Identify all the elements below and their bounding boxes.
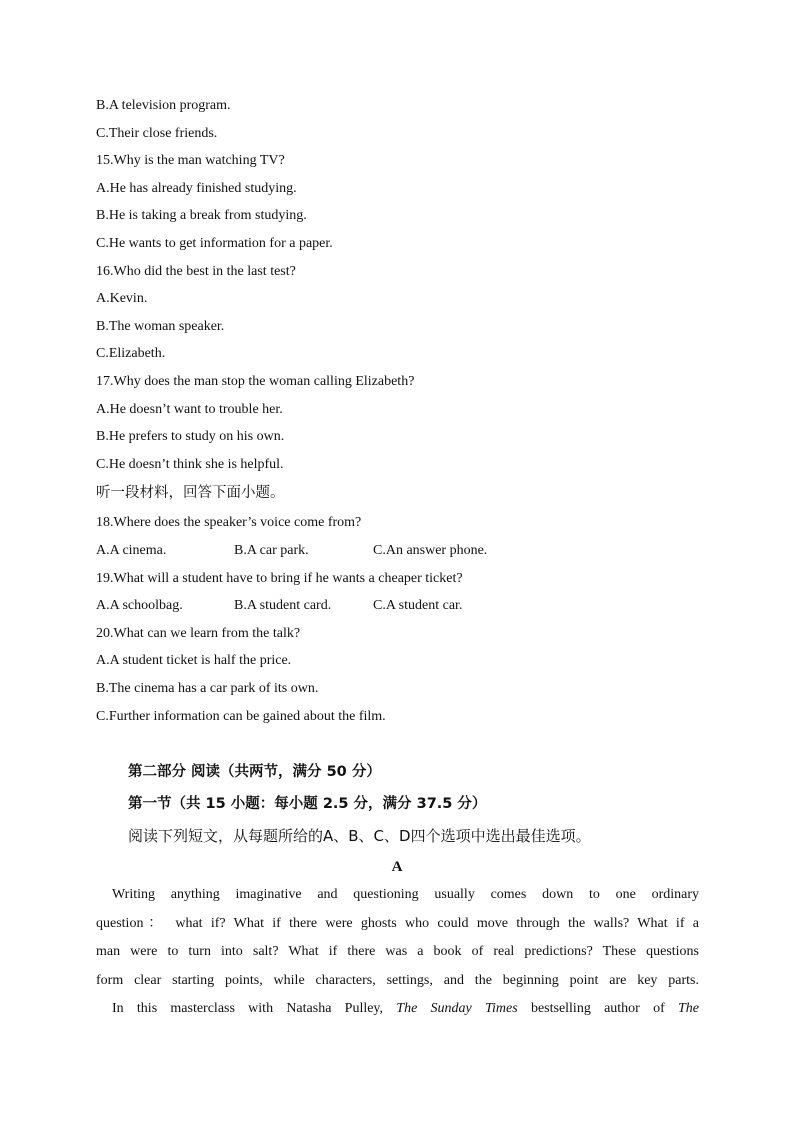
option-17b: B.He prefers to study on his own. — [96, 429, 285, 444]
option-18a: A.A cinema. — [96, 543, 167, 558]
option-16b: B.The woman speaker. — [96, 319, 225, 334]
option-18c: C.An answer phone. — [373, 543, 488, 558]
question-18: 18.Where does the speaker’s voice come from? — [96, 515, 362, 530]
option-19c: C.A student car. — [373, 598, 463, 613]
option-20b: B.The cinema has a car park of its own. — [96, 681, 319, 696]
option-20a: A.A student ticket is half the price. — [96, 653, 292, 668]
option-15a: A.He has already finished studying. — [96, 181, 297, 196]
question-17: 17.Why does the man stop the woman calling Elizabeth? — [96, 374, 415, 389]
listening-instruction: 听一段材料，回答下面小题。 — [96, 485, 285, 501]
book-title-start: The — [678, 1001, 700, 1016]
paragraph-2-text: bestselling author of — [517, 1001, 679, 1016]
question-15: 15.Why is the man watching TV? — [96, 153, 285, 168]
passage-paragraph-1 — [96, 881, 699, 996]
option-14b: B.A television program. — [96, 98, 231, 113]
option-19b: B.A student card. — [234, 598, 332, 613]
option-20c: C.Further information can be gained about the film. — [96, 709, 386, 724]
paragraph-1-line: Writing anything imaginative and questioning usually comes down to one ordinary — [112, 887, 699, 902]
part-heading: 第二部分 阅读（共两节，满分 50 分） — [128, 764, 381, 780]
option-15c: C.He wants to get information for a paper. — [96, 236, 333, 251]
option-16c: C.Elizabeth. — [96, 346, 166, 361]
paragraph-2-line — [96, 995, 699, 1024]
question-20: 20.What can we learn from the talk? — [96, 626, 301, 641]
option-19a: A.A schoolbag. — [96, 598, 183, 613]
passage-title: A — [391, 859, 403, 875]
paragraph-1-line: form clear starting points, while characters, settings, and the beginning point are key parts. — [96, 973, 699, 989]
passage-paragraph-2 — [96, 995, 699, 1024]
paragraph-2-text: In this masterclass with Natasha Pulley, — [112, 1001, 397, 1016]
option-15b: B.He is taking a break from studying. — [96, 208, 307, 223]
newspaper-title: The Sunday Times — [396, 1001, 518, 1016]
option-17a: A.He doesn’t want to trouble her. — [96, 402, 283, 417]
question-19: 19.What will a student have to bring if he wants a cheaper ticket? — [96, 571, 463, 586]
paragraph-1-line: man were to turn into salt? What if there was a book of real predictions? These questions — [96, 944, 699, 960]
option-18b: B.A car park. — [234, 543, 309, 558]
section-heading: 第一节（共 15 小题：每小题 2.5 分，满分 37.5 分） — [128, 796, 487, 812]
paragraph-1-line: question： what if? What if there were ghosts who could move through the walls? What if a — [96, 915, 699, 931]
question-16: 16.Who did the best in the last test? — [96, 264, 296, 279]
option-14c: C.Their close friends. — [96, 126, 218, 141]
option-16a: A.Kevin. — [96, 291, 148, 306]
reading-instruction: 阅读下列短文，从每题所给的A、B、C、D四个选项中选出最佳选项。 — [128, 827, 591, 845]
option-17c: C.He doesn’t think she is helpful. — [96, 457, 284, 472]
